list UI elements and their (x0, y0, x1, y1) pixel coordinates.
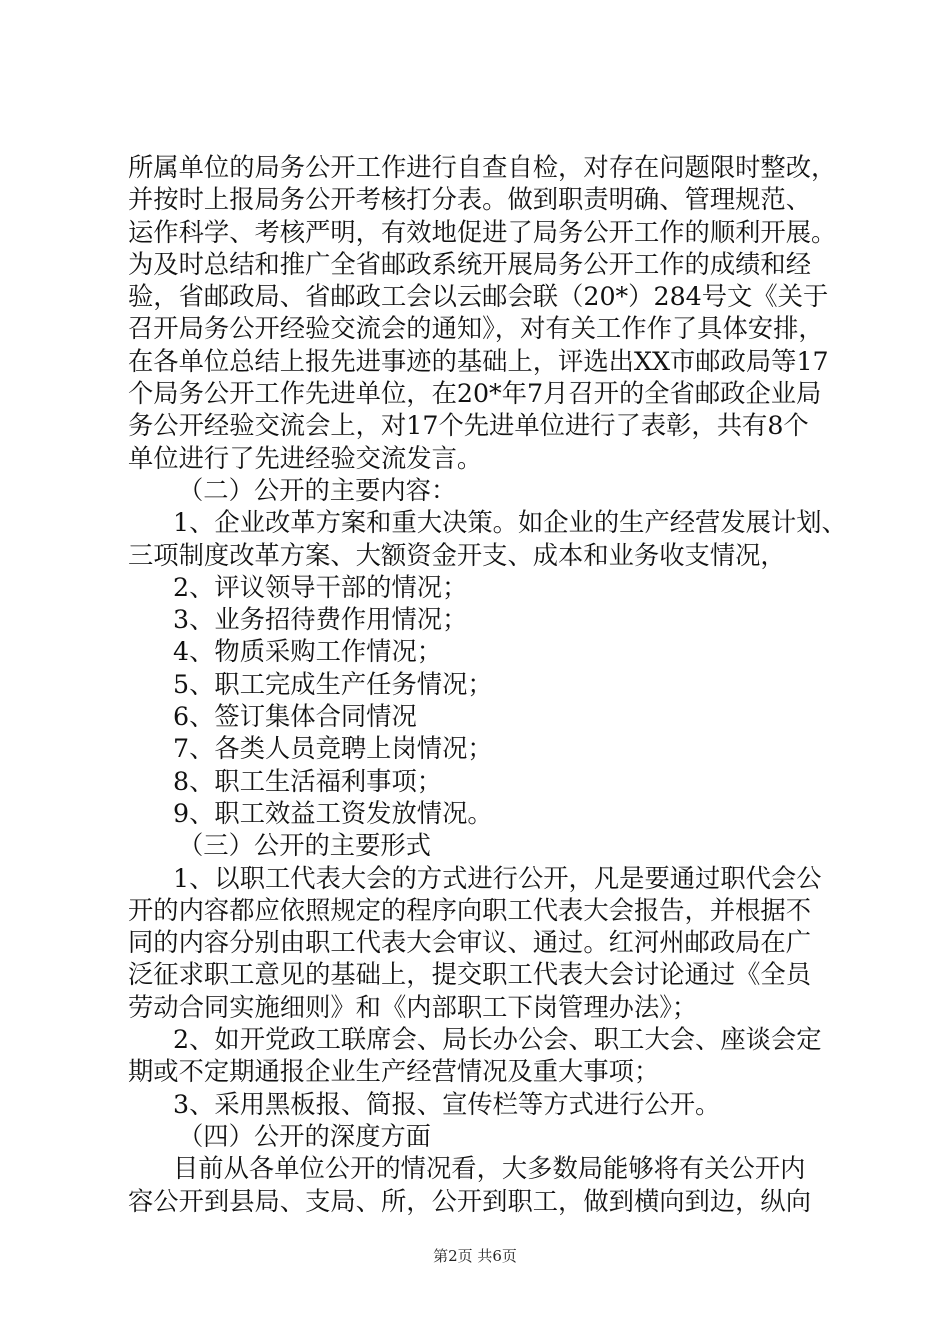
body-line: 同的内容分别由职工代表大会审议、通过。红河州邮政局在广 (128, 928, 812, 958)
body-line: 并按时上报局务公开考核打分表。做到职责明确、管理规范、 (128, 185, 812, 215)
list-item: 3、采用黑板报、简报、宣传栏等方式进行公开。 (173, 1089, 721, 1119)
list-item: 3、业务招待费作用情况； (173, 605, 468, 635)
section-heading: （四）公开的深度方面 (178, 1121, 431, 1151)
list-item: 8、职工生活福利事项； (173, 766, 443, 796)
list-item: 6、签订集体合同情况 (173, 702, 417, 732)
body-line: 在各单位总结上报先进事迹的基础上，评选出XX市邮政局等17 (128, 346, 829, 376)
section-heading: （三）公开的主要形式 (178, 831, 431, 861)
document-body (128, 152, 850, 1218)
body-line: 单位进行了先进经验交流发言。 (128, 443, 483, 473)
list-item: 2、评议领导干部的情况； (173, 572, 468, 602)
body-line: 召开局务公开经验交流会的通知》，对有关工作作了具体安排， (128, 314, 824, 344)
body-line: 开的内容都应依照规定的程序向职工代表大会报告，并根据不 (128, 895, 812, 925)
list-item: 1、以职工代表大会的方式进行公开，凡是要通过职代会公 (173, 863, 822, 893)
body-line: 为及时总结和推广全省邮政系统开展局务公开工作的成绩和经 (128, 249, 812, 279)
list-item: 5、职工完成生产任务情况； (173, 669, 493, 699)
body-line: 三项制度改革方案、大额资金开支、成本和业务收支情况， (128, 540, 786, 570)
body-line: 务公开经验交流会上，对17个先进单位进行了表彰，共有8个 (128, 411, 809, 441)
paragraph-start: 目前从各单位公开的情况看，大多数局能够将有关公开内 (173, 1154, 806, 1184)
page-number-footer: 第2页 共6页 (433, 1247, 517, 1265)
list-item: 4、物质采购工作情况； (173, 637, 443, 667)
list-item: 2、如开党政工联席会、局长办公会、职工大会、座谈会定 (173, 1025, 822, 1055)
list-item: 7、各类人员竞聘上岗情况； (173, 734, 493, 764)
body-line: 泛征求职工意见的基础上，提交职工代表大会讨论通过《全员 (128, 960, 812, 990)
body-line: 劳动合同实施细则》和《内部职工下岗管理办法》； (128, 992, 698, 1022)
section-heading: （二）公开的主要内容： (178, 475, 457, 505)
body-line: 所属单位的局务公开工作进行自查自检，对存在问题限时整改， (128, 153, 837, 182)
list-item: 9、职工效益工资发放情况。 (173, 798, 493, 828)
body-line: 验，省邮政局、省邮政工会以云邮会联（20*）284号文《关于 (128, 282, 829, 312)
list-item: 1、企业改革方案和重大决策。如企业的生产经营发展计划、 (173, 508, 847, 538)
body-line: 个局务公开工作先进单位，在20*年7月召开的全省邮政企业局 (128, 379, 822, 409)
body-line: 期或不定期通报企业生产经营情况及重大事项； (128, 1057, 660, 1087)
body-line: 容公开到县局、支局、所，公开到职工，做到横向到边，纵向 (128, 1186, 812, 1216)
body-line: 运作科学、考核严明，有效地促进了局务公开工作的顺利开展。 (128, 217, 837, 247)
